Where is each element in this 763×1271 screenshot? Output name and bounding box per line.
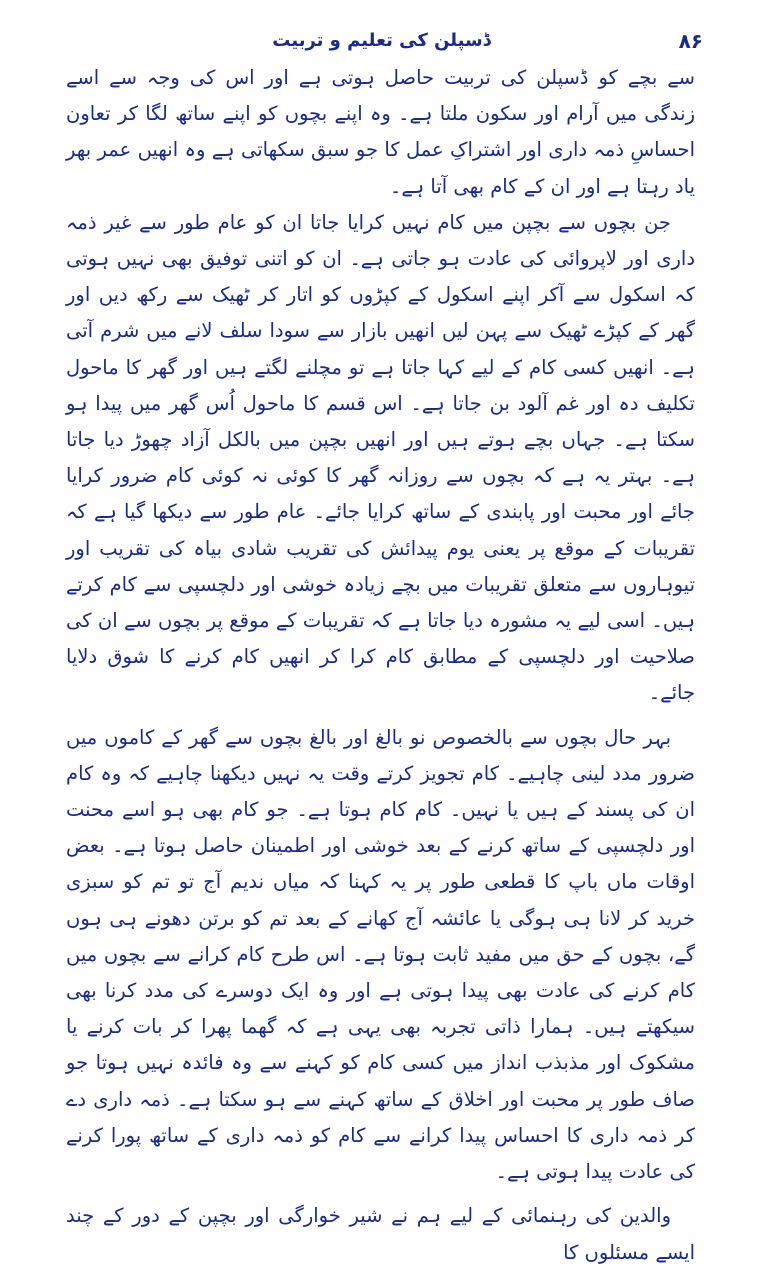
chapter-title: ڈسپلن کی تعلیم و تربیت [272,30,491,51]
paragraph: والدین کی رہنمائی کے لیے ہم نے شیر خوارگی اور بچپن کے دور کے چند ایسے مسئلوں کا [66,1204,695,1264]
paragraph: سے بچے کو ڈسپلن کی تربیت حاصل ہوتی ہے اور اس کی وجہ سے اسے زندگی میں آرام اور سکون ملتا ہے۔ وہ اپنے بچوں کو اپنے ساتھ لگا کر تعاون احساسِ ذمہ داری اور اشتراکِ عمل کا جو سبق سکھاتی ہے وہ انھیں عمر بھر یاد رہتا ہے اور ان کے کام بھی آتا ہے۔ [66,66,695,198]
paragraph: بہر حال بچوں سے بالخصوص نو بالغ اور بالغ بچوں سے گھر کے کاموں میں ضرور مدد لینی چاہیے۔ کام تجویز کرتے وقت یہ نہیں دیکھنا چاہیے کہ وہ کام ان کی پسند کے ہیں یا نہیں۔ کام کام ہوتا ہے۔ جو کام بھی ہو اسے محنت اور دلچسپی کے ساتھ کرنے کے بعد خوشی اور اطمینان حاصل ہوتا ہے۔ بعض اوقات ماں باپ کا قطعی طور پر یہ کہنا کہ میاں ندیم آج تو تم کو سبزی خرید کر لانا ہی ہوگی یا عائشہ آج کھانے کے بعد تم کو برتن دھونے ہی ہوں گے، بچوں کے حق میں مفید ثابت ہوتا ہے۔ اس طرح کام کرانے سے بچوں میں کام کرنے کی عادت بھی پیدا ہوتی ہے اور وہ ایک دوسرے کی مدد کرنا بھی سیکھتے ہیں۔ ہمارا ذاتی تجربہ بھی یہی ہے کہ گھما پھرا کر بات کرنے یا مشکوک اور مذبذب انداز میں کسی کام کو کہنے سے وہ فائدہ نہیں ہوتا جو صاف طور پر محبت اور اخلاق کے ساتھ کہنے سے ہو سکتا ہے۔ ذمہ داری دے کر ذمہ داری کا احساس پیدا کرانے سے کام کو ذمہ داری کے ساتھ پورا کرنے کی عادت پیدا ہوتی ہے۔ [66,725,695,1184]
page-number: ۸۶ [678,29,703,53]
page-header [60,26,703,56]
body-text [66,60,695,1271]
paragraph: جن بچوں سے بچپن میں کام نہیں کرایا جاتا ان کو عام طور سے غیر ذمہ داری اور لاپروائی کی عادت ہو جاتی ہے۔ ان کو اتنی توفیق بھی نہیں ہوتی کہ اسکول سے آکر اپنے اسکول کے کپڑوں کو اتار کر ٹھیک سے رکھ دیں اور گھر کے کپڑے ٹھیک سے پہن لیں انھیں بازار سے سودا سلف لانے میں شرم آتی ہے۔ انھیں کسی کام کے لیے کہا جاتا ہے تو مچلنے لگتے ہیں اور گھر کا ماحول تکلیف دہ اور غم آلود بن جاتا ہے۔ اس قسم کا ماحول اُس گھر میں پیدا ہو سکتا ہے۔ جہاں بچے ہوتے ہیں اور انھیں بچپن میں بالکل آزاد چھوڑ دیا جاتا ہے۔ بہتر یہ ہے کہ بچوں سے روزانہ گھر کا کوئی نہ کوئی کام ضرور کرایا جائے اور محبت اور پابندی کے ساتھ کرایا جائے۔ عام طور سے دیکھا گیا ہے کہ تقریبات کے موقع پر یعنی یوم پیدائش کی تقریب شادی بیاہ کی تقریب اور تیوہاروں سے متعلق تقریبات میں بچے زیادہ خوشی اور دلچسپی سے کام کرتے ہیں۔ اسی لیے یہ مشورہ دیا جاتا ہے کہ تقریبات کے موقع پر بچوں سے ان کی صلاحیت اور دلچسپی کے مطابق کام کرا کر انھیں کام کرنے کا شوق دلایا جائے۔ [66,210,695,705]
